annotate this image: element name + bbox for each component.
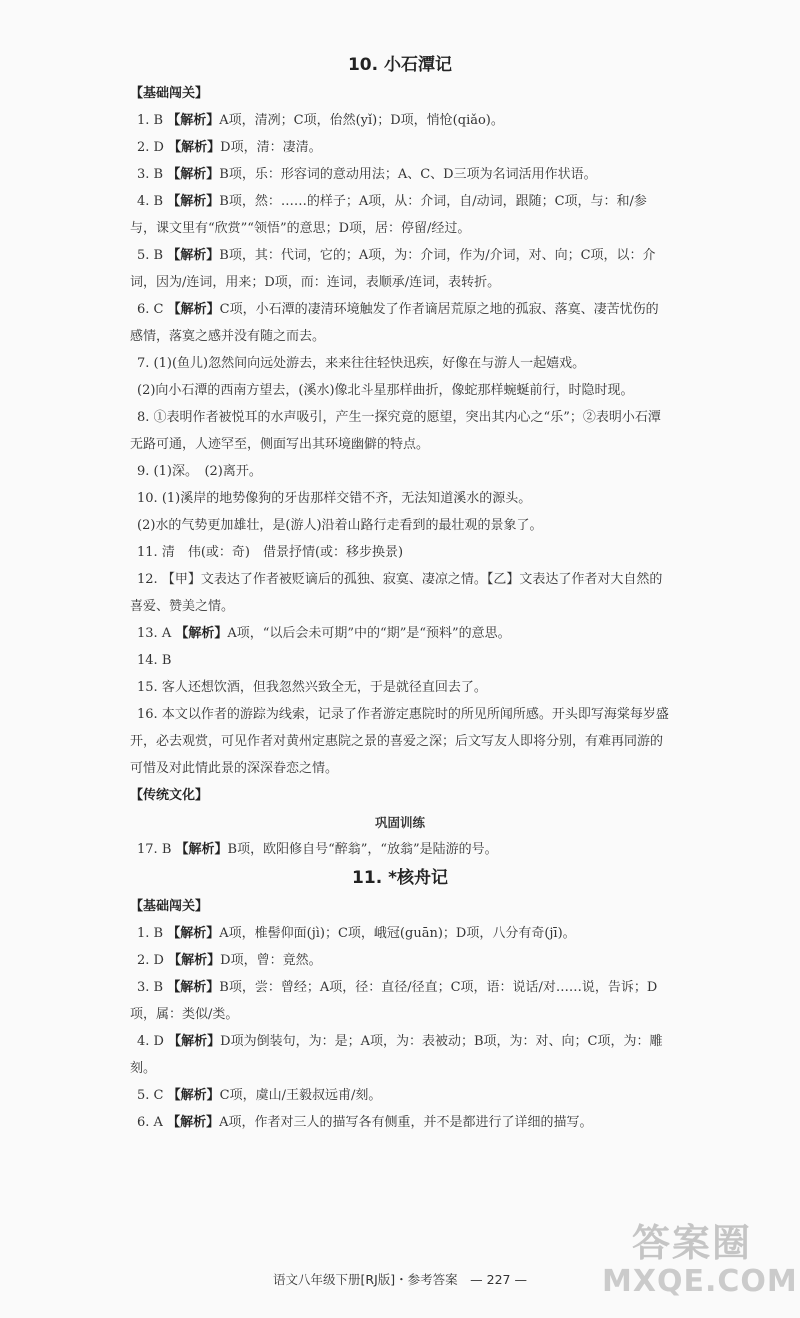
item-tag: 【解析】 — [167, 1088, 220, 1103]
watermark-top-text: 答案圈 — [631, 1221, 752, 1265]
answer-item — [130, 1028, 670, 1082]
section-basic-10: 【基础闯关】 — [130, 86, 209, 101]
item-answer: D — [153, 1034, 164, 1049]
item-number: 10. — [137, 491, 158, 506]
item-text: B项，乐：形容词的意动用法；A、C、D三项为名词活用作状语。 — [219, 167, 597, 182]
item-text: (2)向小石潭的西南方望去，(溪水)像北斗星那样曲折，像蛇那样蜿蜒前行，时隐时现。 — [137, 383, 634, 398]
item-answer: B — [153, 926, 164, 941]
item-text: ①表明作者被悦耳的水声吸引，产生一探究竟的愿望，突出其内心之“乐”；②表明小石潭无路可通，人迹罕至，侧面写出其环境幽僻的特点。 — [130, 410, 661, 452]
item-text: (2)水的气势更加雄壮，是(游人)沿着山路行走看到的最壮观的景象了。 — [137, 518, 543, 533]
answer-item — [130, 377, 670, 404]
lesson-11-items — [0, 920, 800, 1136]
page-footer: 语文八年级下册[RJ版]・参考答案 — 227 — — [273, 1272, 527, 1287]
answer-item — [130, 1082, 670, 1109]
item-text: (1)溪岸的地势像狗的牙齿那样交错不齐，无法知道溪水的源头。 — [161, 491, 532, 506]
item-text: C项，虞山/王毅叔远甫/刻。 — [219, 1088, 382, 1103]
item-tag: 【解析】 — [167, 194, 220, 209]
item-tag: 【解析】 — [167, 167, 220, 182]
item-text: 【甲】文表达了作者被贬谪后的孤独、寂寞、凄凉之情。【乙】文表达了作者对大自然的喜爱、赞美之情。 — [130, 572, 663, 614]
item-number: 12. — [137, 572, 158, 587]
answer-item — [130, 458, 670, 485]
item-number: 4. — [137, 1034, 150, 1049]
item-text: A项，“以后会未可期”中的“期”是“预料”的意思。 — [227, 626, 511, 641]
item-number: 8. — [137, 410, 150, 425]
item-answer: B — [153, 167, 164, 182]
item-text: B项，欧阳修自号“醉翁”，“放翁”是陆游的号。 — [227, 842, 498, 857]
answer-item — [130, 701, 670, 782]
item-number: 16. — [137, 707, 158, 722]
item-text: A项，清冽；C项，佁然(yǐ)；D项，悄怆(qiǎo)。 — [219, 113, 504, 128]
item-tag: 【解析】 — [167, 302, 220, 317]
item-tag: 【解析】 — [168, 1034, 221, 1049]
item-text: C项，小石潭的凄清环境触发了作者谪居荒原之地的孤寂、落寞、凄苦忧伤的感情，落寞之感并没有随之而去。 — [130, 302, 659, 344]
answer-item — [130, 296, 670, 350]
item-tag: 【解析】 — [167, 248, 220, 263]
answer-item — [130, 947, 670, 974]
item-text: D项，清：凄清。 — [220, 140, 322, 155]
answer-item — [130, 620, 670, 647]
answer-item — [130, 188, 670, 242]
answer-item — [130, 134, 670, 161]
item-number: 3. — [137, 980, 150, 995]
item-text: B项，其：代词，它的；A项，为：介词，作为/介词，对、向；C项，以：介词，因为/连词，用来；D项，而：连词，表顺承/连词，表转折。 — [130, 248, 656, 290]
item-answer: A — [153, 1115, 163, 1130]
item-number: 17. — [137, 842, 158, 857]
item-tag: 【解析】 — [167, 926, 220, 941]
lesson-10-items — [0, 107, 800, 782]
item-tag: 【解析】 — [168, 140, 221, 155]
item-text: A项，作者对三人的描写各有侧重，并不是都进行了详细的描写。 — [219, 1115, 593, 1130]
answer-item — [130, 350, 670, 377]
item-text: B项，尝：曾经；A项，径：直径/径直；C项，语：说话/对……说，告诉；D项，属：类似/类。 — [130, 980, 658, 1022]
item-tag: 【解析】 — [167, 980, 220, 995]
answer-item — [130, 974, 670, 1028]
item-number: 6. — [137, 1115, 150, 1130]
answer-item — [130, 674, 670, 701]
item-tag: 【解析】 — [168, 953, 221, 968]
item-tag: 【解析】 — [175, 626, 228, 641]
item-text: 本文以作者的游踪为线索，记录了作者游定惠院时的所见所闻所感。开头即写海棠每岁盛开，必去观赏，可见作者对黄州定惠院之景的喜爱之深；后文写友人即将分别，有难再同游的可惜及对此情此景的深深眷恋之情。 — [130, 707, 669, 776]
answer-item — [130, 920, 670, 947]
item-number: 6. — [137, 302, 150, 317]
consolidate-title: 巩固训练 — [374, 815, 425, 830]
watermark-bottom-text: MXQE.COM — [602, 1264, 798, 1299]
answer-item — [130, 161, 670, 188]
item-text: (1)(鱼儿)忽然间向远处游去，来来往往轻快迅疾，好像在与游人一起嬉戏。 — [153, 356, 586, 371]
item-text: D项为倒装句，为：是；A项，为：表被动；B项，为：对、向；C项，为：雕刻。 — [130, 1034, 663, 1076]
item-answer: C — [153, 1088, 164, 1103]
item-number: 1. — [137, 113, 150, 128]
item-number: 3. — [137, 167, 150, 182]
item-number: 7. — [137, 356, 150, 371]
watermark-logo — [602, 1212, 798, 1307]
answer-item — [130, 512, 670, 539]
item-text: 清 伟(或：奇) 借景抒情(或：移步换景) — [161, 545, 404, 560]
item-number: 4. — [137, 194, 150, 209]
item-text: B项，然：……的样子；A项，从：介词，自/动词，跟随；C项，与：和/参与，课文里有“欣赏”“领悟”的意思；D项，居：停留/经过。 — [130, 194, 647, 236]
item-tag: 【解析】 — [175, 842, 228, 857]
item-number: 11. — [137, 545, 158, 560]
item-number: 14. — [137, 653, 158, 668]
item-answer: B — [153, 194, 164, 209]
answer-item — [130, 107, 670, 134]
item-number: 1. — [137, 926, 150, 941]
item-number: 5. — [137, 248, 150, 263]
item-answer: B — [161, 653, 172, 668]
item-answer: B — [161, 842, 172, 857]
answer-item — [130, 836, 670, 863]
item-answer: B — [153, 248, 164, 263]
lesson-10-title: 10. 小石潭记 — [347, 55, 453, 75]
culture-items — [0, 836, 800, 863]
item-text: (1)深。 (2)离开。 — [153, 464, 262, 479]
item-text: A项，椎髻仰面(jì)；C项，峨冠(guān)；D项，八分有奇(jī)。 — [219, 926, 576, 941]
item-answer: D — [153, 140, 164, 155]
answer-item — [130, 647, 670, 674]
item-answer: D — [153, 953, 164, 968]
item-answer: A — [161, 626, 172, 641]
answer-item — [130, 539, 670, 566]
section-basic-11: 【基础闯关】 — [130, 899, 209, 914]
item-number: 9. — [137, 464, 150, 479]
answer-item — [130, 566, 670, 620]
item-text: 客人还想饮酒，但我忽然兴致全无，于是就径直回去了。 — [161, 680, 487, 695]
lesson-11-title: 11. *核舟记 — [352, 868, 448, 888]
section-culture: 【传统文化】 — [130, 788, 209, 803]
item-tag: 【解析】 — [167, 113, 220, 128]
item-answer: B — [153, 980, 164, 995]
item-number: 15. — [137, 680, 158, 695]
answer-item — [130, 404, 670, 458]
item-answer: C — [153, 302, 164, 317]
item-answer: B — [153, 113, 164, 128]
answer-item — [130, 242, 670, 296]
item-number: 13. — [137, 626, 158, 641]
item-number: 2. — [137, 953, 150, 968]
item-number: 2. — [137, 140, 150, 155]
item-text: D项，曾：竟然。 — [220, 953, 322, 968]
answer-item — [130, 1109, 670, 1136]
item-tag: 【解析】 — [167, 1115, 220, 1130]
item-number: 5. — [137, 1088, 150, 1103]
answer-item — [130, 485, 670, 512]
